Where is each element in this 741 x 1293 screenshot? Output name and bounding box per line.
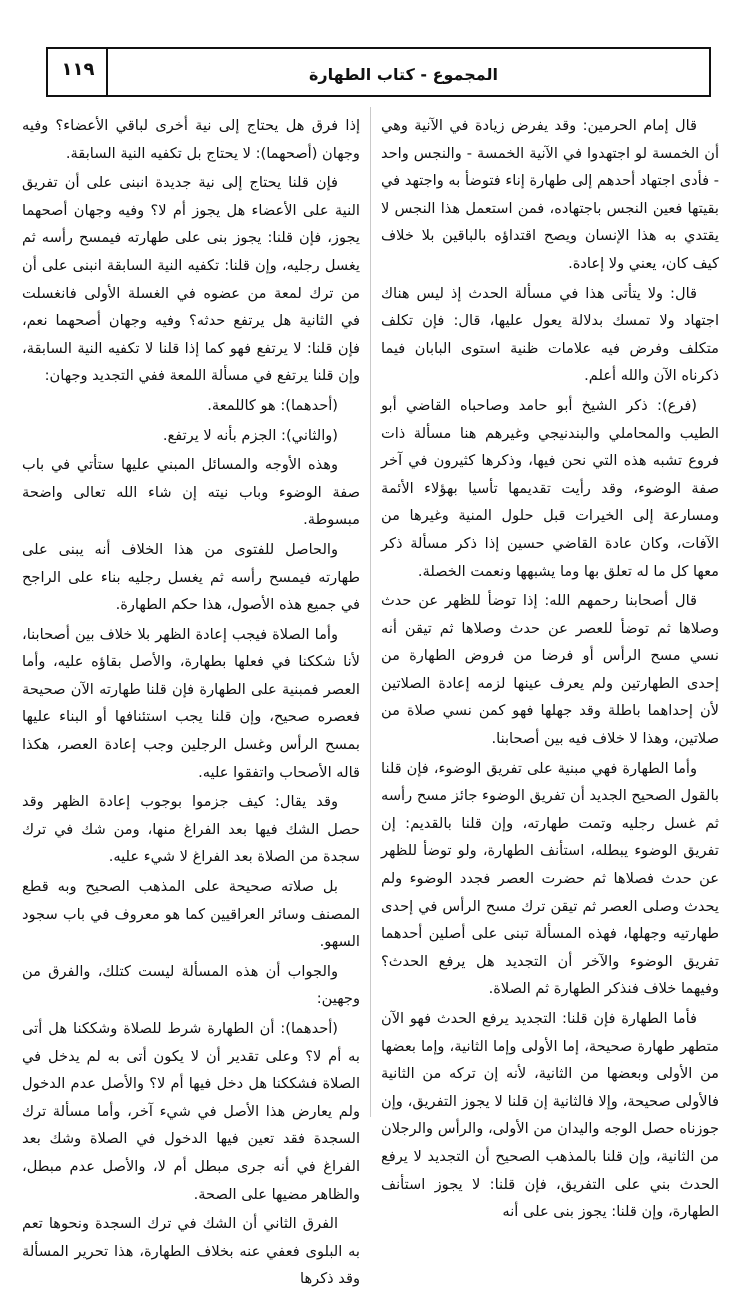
left-column <box>22 112 360 1288</box>
paragraph: فأما الطهارة فإن قلنا: التجديد يرفع الحدث فهو الآن متطهر طهارة صحيحة، إما الأولى وإما الثانية، وإما بعضها من الأولى وبعضها من الثانية، لأنه إن تركه من الثانية فالأولى صحيحة، وإلا فالثانية إن قلنا لا يجوز التفريق، وإن جوزناه حصل الوجه واليدان من الأولى، والرأس والرجلان من الثانية، وإن قلنا بالمذهب الصحيح أن التجديد لا يرفع الحدث بني على التفريق، فإن قلنا: لا يجوز استأنف الطهارة، وإن قلنا: يجوز بنى على أنه <box>381 1010 719 1221</box>
paragraph: قال إمام الحرمين: وقد يفرض زيادة في الآنية وهي أن الخمسة لو اجتهدوا في الآنية الخمسة - والنجس واحد - فأدى اجتهاد أحدهم إلى طهارة إناء فتوضأ به واجتهد في بقيتها فعين النجس باجتهاده، فمن استعمل هذا النجس لا يقتدي به هذا الإنسان ويصح اقتداؤه بالباقين بلا خلاف كيف كان، يعني ولا إعادة. <box>381 117 719 272</box>
paragraph: وهذه الأوجه والمسائل المبني عليها ستأتي في باب صفة الوضوء وباب نيته إن شاء الله تعالى واضحة مبسوطة. <box>22 456 360 529</box>
page-number: ١١٩ <box>61 59 95 80</box>
paragraph: وأما الطهارة فهي مبنية على تفريق الوضوء، فإن قلنا بالقول الصحيح الجديد أن تفريق الوضوء جائز مسح رأسه ثم غسل رجليه وتمت طهارته، وإن قلنا بالقديم: إن تفريق الوضوء يبطله، استأنف الطهارة، ولو توضأ للظهر عن حدث فصلاها ثم حضرت العصر فجدد الوضوء ولم يحدث وصلى العصر ثم تيقن ترك مسح الرأس في إحدى طهارتيه وجهلها، فهذه المسألة تبنى على أصلين أحدهما تفريق الوضوء والآخر أن التجديد هل يرفع الحدث؟ وفيهما خلاف فنذكر الطهارة ثم الصلاة. <box>381 759 719 998</box>
paragraph: فإن قلنا يحتاج إلى نية جديدة انبنى على أن تفريق النية على الأعضاء هل يجوز أم لا؟ وفيه وجهان أصحهما يجوز، فإن قلنا: يجوز بنى على طهارته فيمسح رأسه ثم يغسل رجليه، وإن قلنا: تكفيه النية السابقة انبنى على أن من ترك لمعة من عضوه في الغسلة الأولى فانغسلت في الثانية هل يرتفع حدثه؟ وفيه وجهان أصحهما نعم، فإن قلنا: لا يرتفع فهو كما إذا قلنا لا تكفيه النية السابقة، وإن قلنا يرتفع في مسألة اللمعة ففي التجديد وجهان: <box>22 174 360 385</box>
paragraph: والحاصل للفتوى من هذا الخلاف أنه يبنى على طهارته فيمسح رأسه ثم يغسل رجليه بناء على الراجح في جميع هذه الأصول، هذا حكم الطهارة. <box>22 540 360 614</box>
paragraph: قال: ولا يتأتى هذا في مسألة الحدث إذ ليس هناك اجتهاد ولا تمسك بدلالة يعول عليها، قال: فإن تكلف متكلف وفرض فيه علامات ظنية استوى البابان فيما ذكرناه الآن والله أعلم. <box>381 284 719 385</box>
paragraph: (والثاني): الجزم بأنه لا يرتفع. <box>162 426 338 444</box>
paragraph: والجواب أن هذه المسألة ليست كتلك، والفرق من وجهين: <box>22 962 360 1008</box>
paragraph: (أحدهما): أن الطهارة شرط للصلاة وشككنا هل أتى به أم لا؟ وعلى تقدير أن لا يكون أتى به لم يدخل في الصلاة فشككنا هل دخل فيها أم لا؟ والأصل عدم الدخول ولم يعارض هذا الأصل في شيء آخر، وأما مسألة ترك السجدة فقد تعين فيها الدخول في الصلاة وشك بعد الفراغ في أنه جرى مبطل أم لا، والأصل عدم مبطل، والظاهر مضيها على الصحة. <box>22 1020 360 1203</box>
right-column <box>381 112 719 1221</box>
page-header <box>46 47 711 97</box>
paragraph: (فرع): ذكر الشيخ أبو حامد وصاحباه القاضي أبو الطيب والمحاملي والبندنيجي وغيرهم هنا مسألة ذات فروع تشبه هذه التي نحن فيها، وذكرها كثيرون في آخر صفة الوضوء، وقد رأيت تقديمها تأسيا بهؤلاء الأئمة ومسارعة إلى الخيرات قبل حلول المنية وغيرها من الآفات، وكان عادة القاضي حسين إذا ذكر مسألة ذكر معها كل ما له تعلق بها وما يشبهها ونعمت الخصلة. <box>381 396 719 580</box>
paragraph: (أحدهما): هو كاللمعة. <box>207 396 338 414</box>
paragraph: قال أصحابنا رحمهم الله: إذا توضأ للظهر عن حدث وصلاها ثم توضأ للعصر عن حدث وصلاها ثم تيقن أنه نسي مسح الرأس أو فرضا من فروض الطهارة من إحدى الطهارتين ولم يعرف عينها لزمه إعادة الصلاتين لأن إحداهما باطلة وقد جهلها فهو كمن نسي صلاة من صلاتين، وهذا لا خلاف فيه بين أصحابنا. <box>381 592 719 748</box>
paragraph: بل صلاته صحيحة على المذهب الصحيح وبه قطع المصنف وسائر العراقيين كما هو معروف في باب سجود السهو. <box>22 878 360 951</box>
column-divider <box>370 107 371 1117</box>
paragraph: إذا فرق هل يحتاج إلى نية أخرى لباقي الأعضاء؟ وفيه وجهان (أصحهما): لا يحتاج بل تكفيه النية السابقة. <box>22 117 360 162</box>
paragraph: الفرق الثاني أن الشك في ترك السجدة ونحوها تعم به البلوى فعفي عنه بخلاف الطهارة، هذا تحرير المسألة وقد ذكرها <box>22 1215 360 1288</box>
header-divider <box>106 49 108 95</box>
running-title: المجموع - كتاب الطهارة <box>308 65 498 84</box>
paragraph: وأما الصلاة فيجب إعادة الظهر بلا خلاف بين أصحابنا، لأنا شككنا في فعلها بطهارة، والأصل بقاؤه عليه، وأما العصر فمبنية على الطهارة فإن قلنا طهارته الآن صحيحة فعصره صحيح، وإن قلنا يجب استئنافها أو البناء عليها بمسح الرأس وغسل الرجلين وجب إعادة العصر، هكذا قاله الأصحاب واتفقوا عليه. <box>22 625 360 781</box>
paragraph: وقد يقال: كيف جزموا بوجوب إعادة الظهر وقد حصل الشك فيها بعد الفراغ منها، ومن شك في ترك سجدة من الصلاة بعد الفراغ لا شيء عليه. <box>22 793 360 866</box>
